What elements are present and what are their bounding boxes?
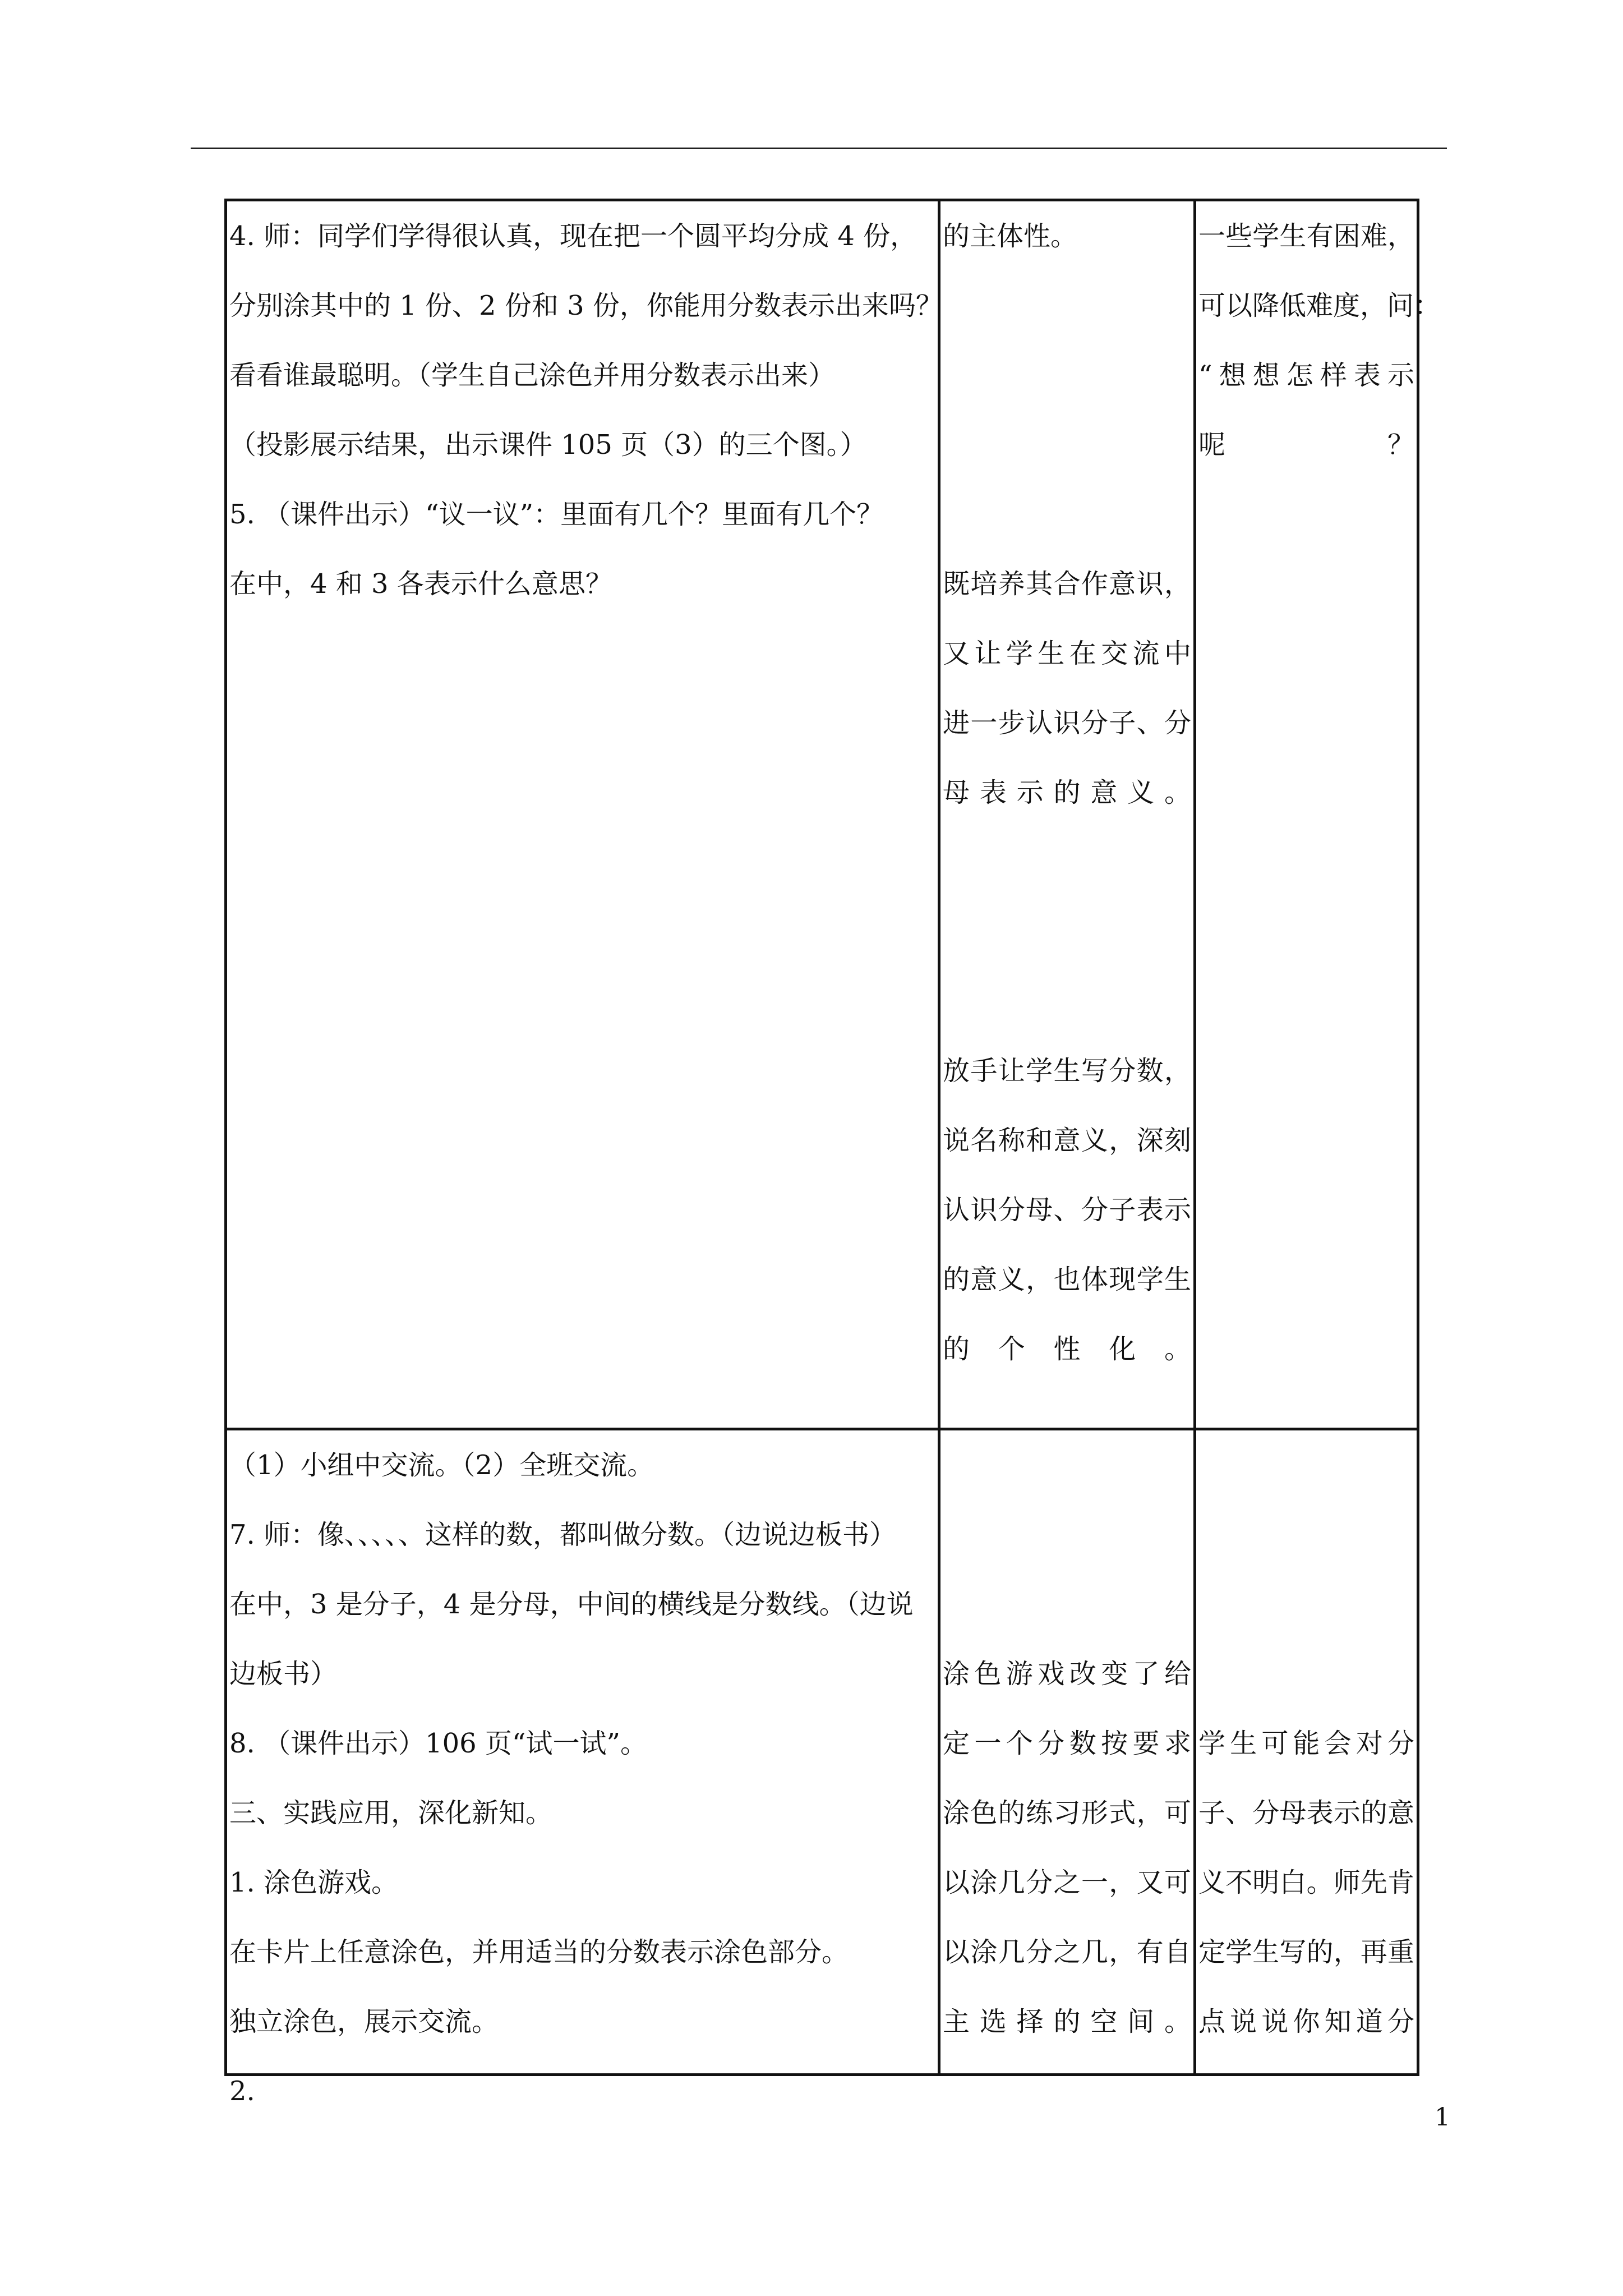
text-line: 可以降低难度，问： xyxy=(1198,290,1441,321)
text-line: 7. 师：像、、、、、这样的数，都叫做分数。（边说边板书） xyxy=(229,1519,897,1550)
teaching-process-cell xyxy=(226,1429,939,2107)
teacher-note-cell xyxy=(1195,1429,1418,2075)
design-intent-lines xyxy=(943,549,1191,827)
text-line: 说名称和意义，深刻 xyxy=(943,1125,1191,1156)
text-line: 5. （课件出示）“议一议”：里面有几个？里面有几个？ xyxy=(229,499,884,530)
text-line: 主选择的空间。 xyxy=(943,2006,1191,2037)
design-intent-cell xyxy=(939,1429,1195,2075)
table-row xyxy=(226,200,1418,1429)
text-line: 三、实践应用，深化新知。 xyxy=(229,1797,553,1829)
text-line: 定一个分数按要求 xyxy=(943,1728,1191,1759)
text-line: 在中，3 是分子，4 是分母，中间的横线是分数线。（边说 xyxy=(229,1589,914,1620)
text-line: 的主体性。 xyxy=(943,220,1078,252)
text-line: 独立涂色，展示交流。 xyxy=(229,2006,499,2037)
text-line: （1）小组中交流。（2）全班交流。 xyxy=(229,1450,654,1481)
teaching-process-lines xyxy=(229,1430,935,2126)
text-line: 的个性化。 xyxy=(943,1333,1191,1365)
design-intent-lines xyxy=(943,201,1191,271)
table-row xyxy=(226,1429,1418,2075)
text-line: 呢？ xyxy=(1198,429,1414,461)
text-line: 在卡片上任意涂色，并用适当的分数表示涂色部分。 xyxy=(229,1936,849,1968)
design-intent-lines xyxy=(943,1639,1191,2056)
text-line: 认识分母、分子表示 xyxy=(943,1194,1191,1226)
text-line: “想想怎样表示 xyxy=(1198,360,1414,391)
text-line: 母表示的意义。 xyxy=(943,777,1191,808)
design-intent-lines xyxy=(943,1036,1191,1384)
text-line: 1. 涂色游戏。 xyxy=(229,1867,399,1898)
text-line: 定学生写的，再重 xyxy=(1198,1936,1414,1968)
text-line: 边板书） xyxy=(229,1658,338,1690)
text-line: 放手让学生写分数， xyxy=(943,1055,1191,1087)
teacher-note-cell xyxy=(1195,200,1441,1429)
teaching-process-lines xyxy=(229,201,943,619)
text-line: 分别涂其中的 1 份、2 份和 3 份，你能用分数表示出来吗？ xyxy=(229,290,943,321)
page-number: 1 xyxy=(1435,2103,1450,2132)
teacher-note-lines xyxy=(1198,1709,1414,2056)
text-line: 又让学生在交流中 xyxy=(943,638,1191,669)
text-line: 4. 师：同学们学得很认真，现在把一个圆平均分成 4 份， xyxy=(229,220,917,252)
text-line: 学生可能会对分 xyxy=(1198,1728,1414,1759)
text-line: 在中，4 和 3 各表示什么意思？ xyxy=(229,568,612,600)
text-line: 进一步认识分子、分 xyxy=(943,707,1191,739)
teacher-note-lines xyxy=(1198,201,1441,480)
teaching-process-cell xyxy=(226,200,943,1429)
text-line: 以涂几分之几，有自 xyxy=(943,1936,1191,1968)
text-line: 义不明白。师先肯 xyxy=(1198,1867,1414,1898)
text-line: 的意义，也体现学生 xyxy=(943,1264,1191,1295)
header-rule xyxy=(191,148,1447,149)
text-line: 看看谁最聪明。（学生自己涂色并用分数表示出来） xyxy=(229,360,836,391)
text-line: 一些学生有困难， xyxy=(1198,220,1414,252)
text-line: 点说说你知道分 xyxy=(1198,2006,1414,2037)
text-line: 子、分母表示的意 xyxy=(1198,1797,1414,1829)
text-line: 2. xyxy=(229,2076,255,2107)
lesson-plan-table xyxy=(224,199,1441,2107)
text-line: 既培养其合作意识， xyxy=(943,568,1191,600)
text-line: 涂色的练习形式，可 xyxy=(943,1797,1191,1829)
text-line: 涂色游戏改变了给 xyxy=(943,1658,1191,1690)
text-line: （投影展示结果，出示课件 105 页（3）的三个图。） xyxy=(229,429,867,461)
text-line: 8. （课件出示）106 页“试一试”。 xyxy=(229,1728,648,1759)
text-line: 以涂几分之一，又可 xyxy=(943,1867,1191,1898)
design-intent-cell xyxy=(939,200,1195,1429)
